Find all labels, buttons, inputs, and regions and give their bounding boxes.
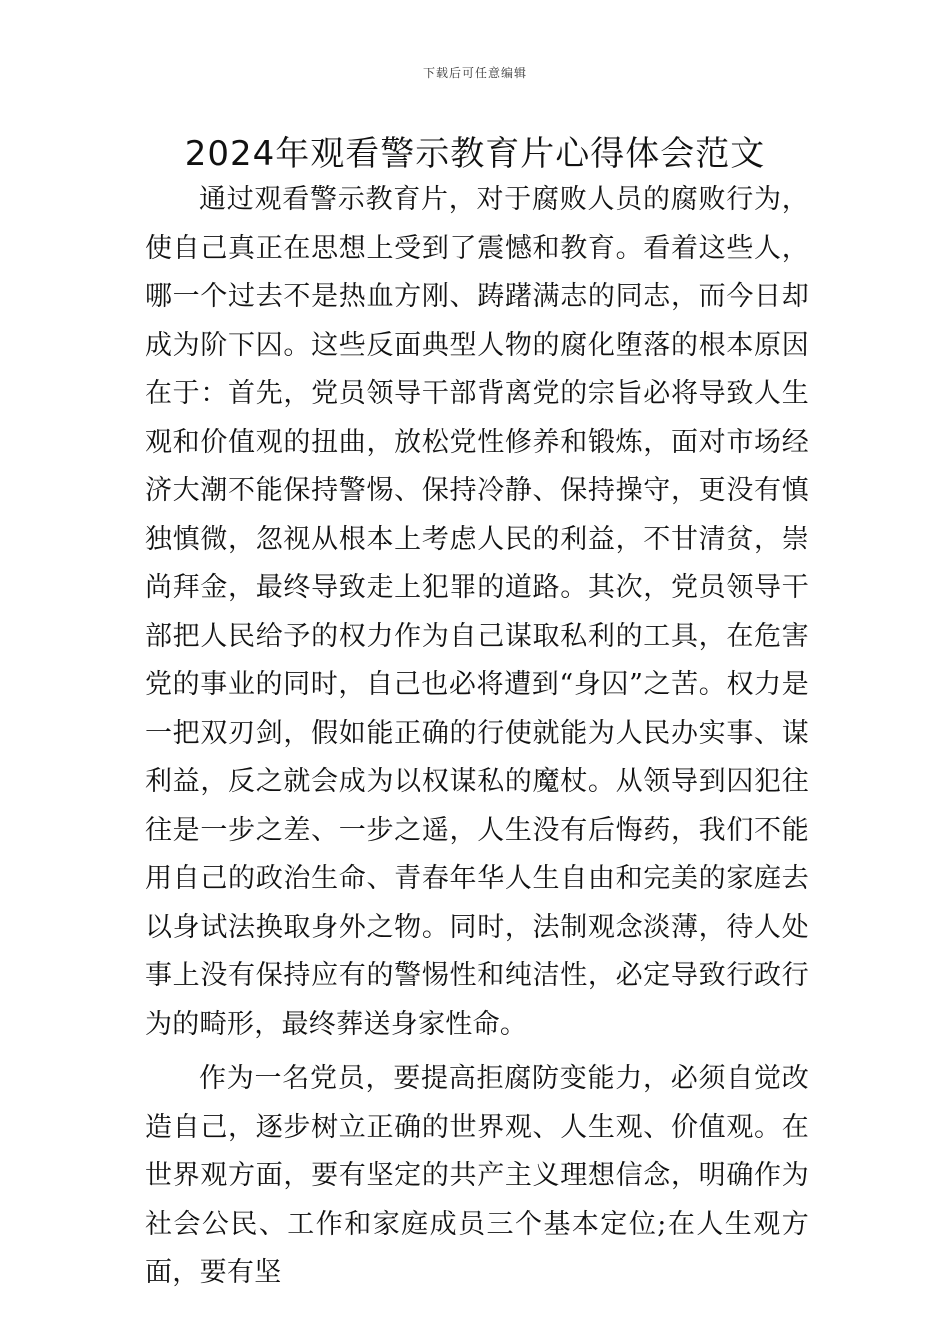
paragraph-2: 作为一名党员，要提高拒腐防变能力，必须自觉改造自己，逐步树立正确的世界观、人生观、价值观。在世界观方面，要有坚定的共产主义理想信念，明确作为社会公民、工作和家庭成员三个基本定位;在人生观方面，要有坚 [145, 1063, 809, 1288]
paragraph-1: 通过观看警示教育片，对于腐败人员的腐败行为，使自己真正在思想上受到了震憾和教育。看着这些人，哪一个过去不是热血方刚、踌躇满志的同志，而今日却成为阶下囚。这些反面典型人物的腐化堕落的根本原因在于：首先，党员领导干部背离党的宗旨必将导致人生观和价值观的扭曲，放松党性修养和锻炼，面对市场经济大潮不能保持警惕、保持冷静、保持操守，更没有慎独慎微，忽视从根本上考虑人民的利益，不甘清贫，崇尚拜金，最终导致走上犯罪的道路。其次，党员领导干部把人民给予的权力作为自己谋取私利的工具，在危害党的事业的同时，自己也必将遭到“身囚”之苦。权力是一把双刃剑，假如能正确的行使就能为人民办实事、谋利益，反之就会成为以权谋私的魔杖。从领导到囚犯往往是一步之差、一步之遥，人生没有后悔药，我们不能用自己的政治生命、青春年华人生自由和完美的家庭去以身试法换取身外之物。同时，法制观念淡薄，待人处事上没有保持应有的警惕性和纯洁性，必定导致行政行为的畸形，最终葬送身家性命。 [145, 184, 809, 1040]
header-note: 下载后可任意编辑 [422, 66, 527, 80]
document-body [145, 176, 809, 1298]
document-title: 2024年观看警示教育片心得体会范文 [184, 134, 766, 174]
